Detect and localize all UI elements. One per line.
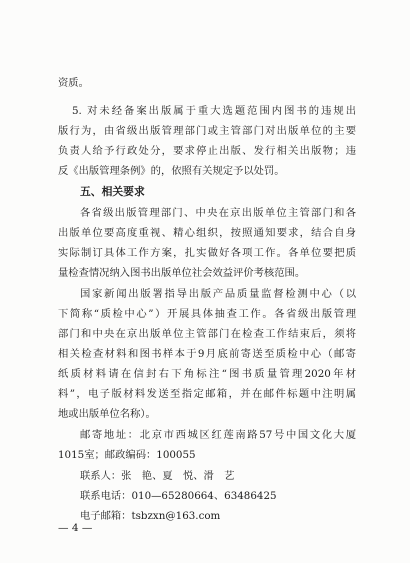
section-heading: 五、相关要求	[80, 185, 145, 198]
text-line: 实际制订具体工作方案，扎实做好各项工作。各单位要把质	[58, 247, 356, 259]
contact-people: 联系人：张 艳、夏 悦、滑 艺	[80, 470, 235, 482]
address-line: 邮寄地址：北京市西城区红莲南路57号中国文化大厦	[80, 429, 356, 441]
contact-email: 电子邮箱：tsbzxn@163.com	[80, 510, 221, 522]
text-line: 纸质材料请在信封右下角标注“图书质量管理2020年材	[58, 368, 356, 380]
text-line: 地或出版单位名称）。	[58, 408, 156, 420]
text-line: 下简称“质检中心”）开展具体抽查工作。各省级出版管理	[58, 308, 356, 320]
text-line: 各省级出版管理部门、中央在京出版单位主管部门和各	[80, 207, 356, 219]
text-line: 出版单位要高度重视、精心组织，按照通知要求，结合自身	[58, 227, 356, 239]
address-line: 1015室；邮政编码：100055	[58, 449, 196, 461]
text-line: 5. 对未经备案出版属于重大选题范围内图书的违规出	[72, 105, 356, 117]
text-line: 料”，电子版材料发送至指定邮箱，并在邮件标题中注明属	[58, 388, 356, 400]
text-line: 相关检查材料和图书样本于9月底前寄送至质检中心（邮寄	[58, 348, 356, 360]
text-line: 部门和中央在京出版单位主管部门在检查工作结束后，须将	[58, 328, 356, 340]
text-line: 版行为，由省级出版管理部门或主管部门对出版单位的主要	[58, 125, 356, 137]
text-line: 资质。	[58, 77, 89, 89]
text-line: 负责人给予行政处分，要求停止出版、发行相关出版物；违	[58, 145, 356, 157]
contact-phone: 联系电话：010—65280664、63486425	[80, 490, 277, 502]
text-line: 国家新闻出版署指导出版产品质量监督检测中心（以	[80, 288, 356, 300]
page-number: — 4 —	[58, 522, 93, 534]
text-line: 量检查情况纳入图书出版单位社会效益评价考核范围。	[58, 267, 306, 279]
text-line: 反《出版管理条例》的，依照有关规定予以处罚。	[58, 165, 285, 177]
